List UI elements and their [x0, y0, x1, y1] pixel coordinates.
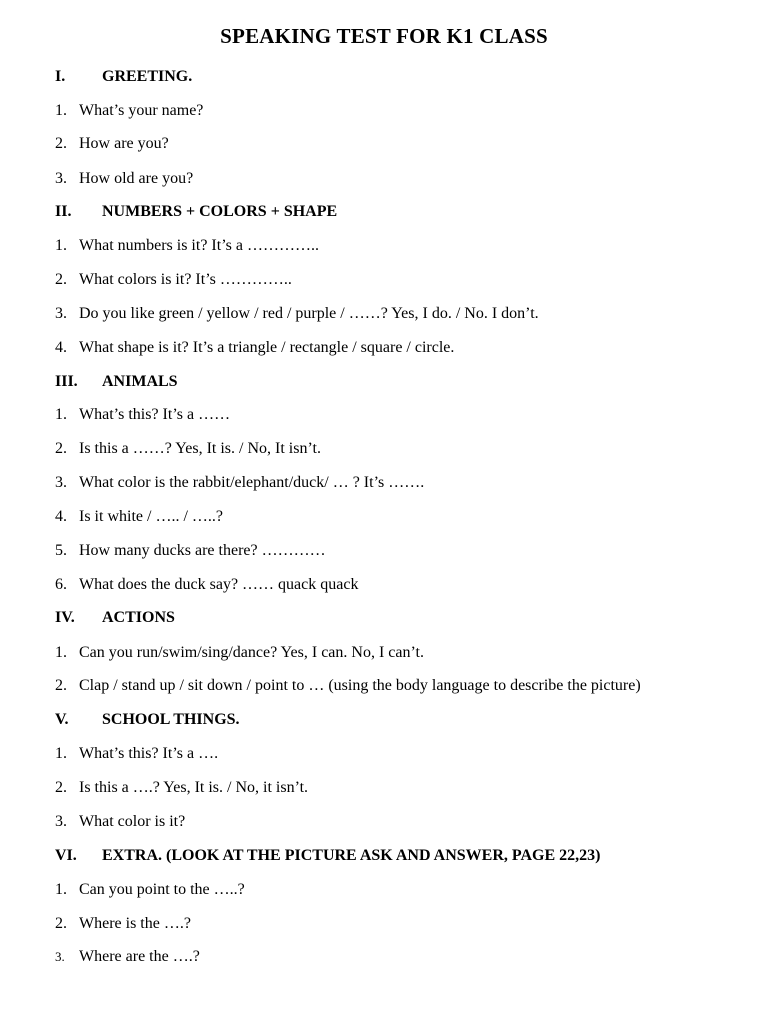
section-heading-greeting [0, 65, 768, 89]
question-number: 1. [55, 102, 67, 119]
section-heading-animals [0, 370, 768, 394]
question-item [0, 810, 768, 834]
question-text: Is this a ……? Yes, It is. / No, It isn’t. [79, 440, 321, 457]
question-number: 3. [55, 813, 67, 830]
question-number: 1. [55, 644, 67, 661]
question-number: 3. [55, 949, 65, 964]
section-title: NUMBERS + COLORS + SHAPE [102, 203, 338, 220]
question-item [0, 539, 768, 563]
page-title: SPEAKING TEST FOR K1 CLASS [220, 24, 548, 48]
section-title: ACTIONS [102, 609, 175, 626]
question-text: How many ducks are there? ………… [79, 542, 326, 559]
question-number: 4. [55, 339, 67, 356]
section-title: GREETING. [102, 68, 193, 85]
question-item [0, 336, 768, 360]
section-title: SCHOOL THINGS. [102, 711, 240, 728]
section-numeral: IV. [55, 609, 75, 626]
section-title: EXTRA. (LOOK AT THE PICTURE ASK AND ANSWER, PAGE 22,23) [102, 847, 601, 864]
question-item [0, 742, 768, 766]
question-item [0, 776, 768, 800]
question-item [0, 132, 768, 156]
question-number: 1. [55, 237, 67, 254]
question-number: 3. [55, 474, 67, 491]
question-number: 2. [55, 135, 67, 152]
question-item [0, 437, 768, 461]
question-text: Where is the ….? [79, 915, 191, 932]
question-text: Can you point to the …..? [79, 881, 245, 898]
section-heading-school-things [0, 708, 768, 732]
question-text: Is it white / ….. / …..? [79, 508, 223, 525]
question-number: 1. [55, 745, 67, 762]
section-numeral: II. [55, 203, 72, 220]
question-item [0, 234, 768, 258]
question-item [0, 945, 768, 969]
question-text: What colors is it? It’s ………….. [79, 271, 292, 288]
question-number: 2. [55, 271, 67, 288]
question-item [0, 641, 768, 665]
section-title: ANIMALS [102, 373, 178, 390]
question-item [0, 268, 768, 292]
question-text: What’s this? It’s a …. [79, 745, 219, 762]
question-item [0, 99, 768, 123]
question-number: 6. [55, 576, 67, 593]
question-text: What does the duck say? …… quack quack [79, 576, 359, 593]
section-heading-extra [0, 844, 768, 868]
question-text: How are you? [79, 135, 169, 152]
question-text: Clap / stand up / sit down / point to … (using the body language to describe the picture) [79, 677, 641, 694]
question-text: How old are you? [79, 170, 194, 187]
question-item [0, 167, 768, 191]
question-text: What numbers is it? It’s a ………….. [79, 237, 319, 254]
question-item [0, 573, 768, 597]
question-text: What color is the rabbit/elephant/duck/ … ? It’s ……. [79, 474, 425, 491]
question-number: 5. [55, 542, 67, 559]
question-number: 2. [55, 779, 67, 796]
question-text: Can you run/swim/sing/dance? Yes, I can. No, I can’t. [79, 644, 424, 661]
question-number: 2. [55, 915, 67, 932]
question-item [0, 505, 768, 529]
section-numeral: V. [55, 711, 69, 728]
question-number: 2. [55, 677, 67, 694]
section-numeral: VI. [55, 847, 77, 864]
question-number: 1. [55, 881, 67, 898]
section-heading-actions [0, 606, 768, 630]
question-item [0, 674, 768, 698]
question-number: 2. [55, 440, 67, 457]
question-text: Do you like green / yellow / red / purple / ……? Yes, I do. / No. I don’t. [79, 305, 539, 322]
question-item [0, 403, 768, 427]
question-text: What color is it? [79, 813, 186, 830]
question-text: Where are the ….? [79, 948, 200, 965]
question-item [0, 878, 768, 902]
question-item [0, 302, 768, 326]
question-text: Is this a ….? Yes, It is. / No, it isn’t. [79, 779, 309, 796]
question-number: 3. [55, 170, 67, 187]
question-number: 1. [55, 406, 67, 423]
question-item [0, 912, 768, 936]
question-text: What’s this? It’s a …… [79, 406, 231, 423]
question-item [0, 471, 768, 495]
section-heading-numbers-colors-shape [0, 200, 768, 224]
section-numeral: III. [55, 373, 78, 390]
question-text: What shape is it? It’s a triangle / rectangle / square / circle. [79, 339, 455, 356]
question-text: What’s your name? [79, 102, 204, 119]
question-number: 3. [55, 305, 67, 322]
section-numeral: I. [55, 68, 66, 85]
question-number: 4. [55, 508, 67, 525]
